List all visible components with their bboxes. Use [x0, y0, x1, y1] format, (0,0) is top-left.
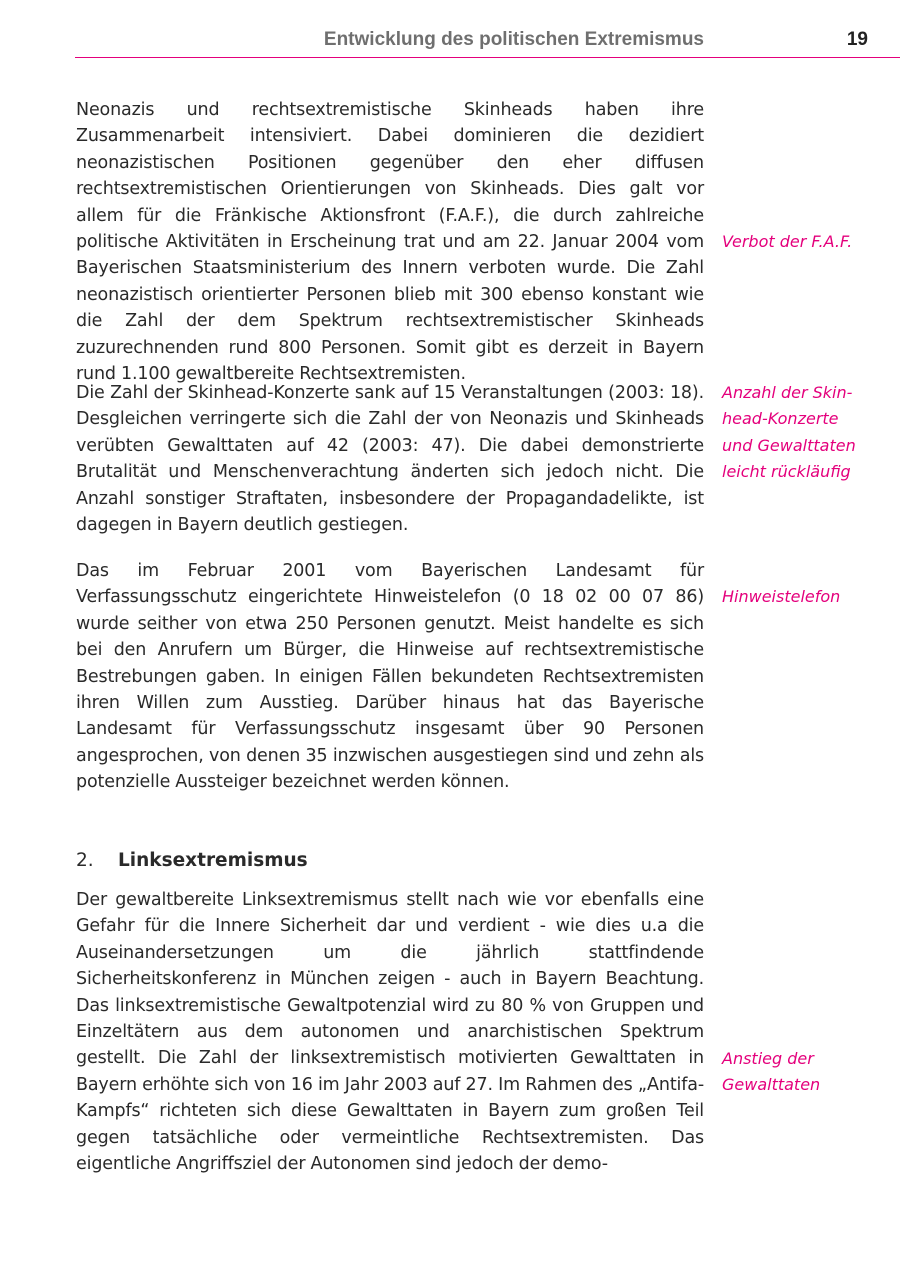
paragraph-skinhead-konzerte: Die Zahl der Skinhead-Konzerte sank auf 15 Veranstaltungen (2003: 18). Desgleichen verringerte sich die Zahl der von Neonazis und Skinheads verübten Gewalttaten auf 42 (2003: 47). Die dabei demonstrierte Brutalität und Menschenverachtung änderten sich jedoch nicht. Die Anzahl sonstiger Straftaten, insbesondere der Propagandadelikte, ist dagegen in Bayern deutlich gestiegen. — [76, 383, 704, 536]
margin-note-skinhead-konzerte: Anzahl der Skin- head-Konzerte und Gewalttaten leicht rückläufig — [722, 383, 856, 482]
section-title: Linksextremismus — [118, 850, 308, 871]
margin-note-hinweistelefon: Hinweistelefon — [722, 587, 841, 606]
margin-note-anstieg-gewalttaten: Anstieg der Gewalttaten — [722, 1049, 821, 1095]
section-number: 2. — [76, 850, 94, 871]
page-number: 19 — [846, 29, 868, 50]
section-heading — [76, 848, 308, 874]
header-divider — [75, 57, 900, 58]
margin-note-verbot-faf: Verbot der F.A.F. — [722, 232, 853, 251]
running-header-title: Entwicklung des politischen Extremismus — [323, 29, 704, 50]
paragraph-neonazis-skinheads: Neonazis und rechtsextremistische Skinheads haben ihre Zusammenarbeit intensiviert. Dabei dominieren die dezidiert neonazistischen Positionen gegenüber den eher diffusen rechtsextremistischen Orientierungen von Skinheads. Dies galt vor allem für die Fränkische Aktionsfront (F.A.F.), die durch zahlreiche politische Aktivitäten in Erscheinung trat und am 22. Januar 2004 vom Bayerischen Staatsministerium des Innern verboten wurde. Die Zahl neonazistisch orientierter Personen blieb mit 300 ebenso konstant wie die Zahl der dem Spektrum rechtsextremistischer Skinheads zuzurechnenden rund 800 Personen. Somit gibt es derzeit in Bayern rund 1.100 gewaltbereite Rechtsextremisten. — [76, 100, 704, 385]
paragraph-hinweistelefon: Das im Februar 2001 vom Bayerischen Landesamt für Verfassungsschutz eingerichtete Hinweistelefon (0 18 02 00 07 86) wurde seither von etwa 250 Personen genutzt. Meist handelte es sich bei den Anrufern um Bürger, die Hinweise auf rechtsextremistische Bestrebungen gaben. In einigen Fällen bekundeten Rechtsextremisten ihren Willen zum Ausstieg. Darüber hinaus hat das Bayerische Landesamt für Verfassungsschutz insgesamt über 90 Personen angesprochen, von denen 35 inzwischen ausgestiegen sind und zehn als potenzielle Aussteiger bezeichnet werden können. — [76, 561, 704, 793]
paragraph-linksextremismus: Der gewaltbereite Linksextremismus stellt nach wie vor ebenfalls eine Gefahr für die Innere Sicherheit dar und verdient - wie dies u.a die Auseinandersetzungen um die jährlich stattfindende Sicherheitskonferenz in München zeigen - auch in Bayern Beachtung. Das linksextremistische Gewaltpotenzial wird zu 80 % von Gruppen und Einzeltätern aus dem autonomen und anarchistischen Spektrum gestellt. Die Zahl der linksextremistisch motivierten Gewalttaten in Bayern erhöhte sich von 16 im Jahr 2003 auf 27. Im Rahmen des „Antifa-Kampfs“ richteten sich diese Gewalttaten in Bayern zum großen Teil gegen tatsächliche oder vermeintliche Rechtsextremisten. Das eigentliche Angriffsziel der Autonomen sind jedoch der demo- — [76, 890, 704, 1175]
